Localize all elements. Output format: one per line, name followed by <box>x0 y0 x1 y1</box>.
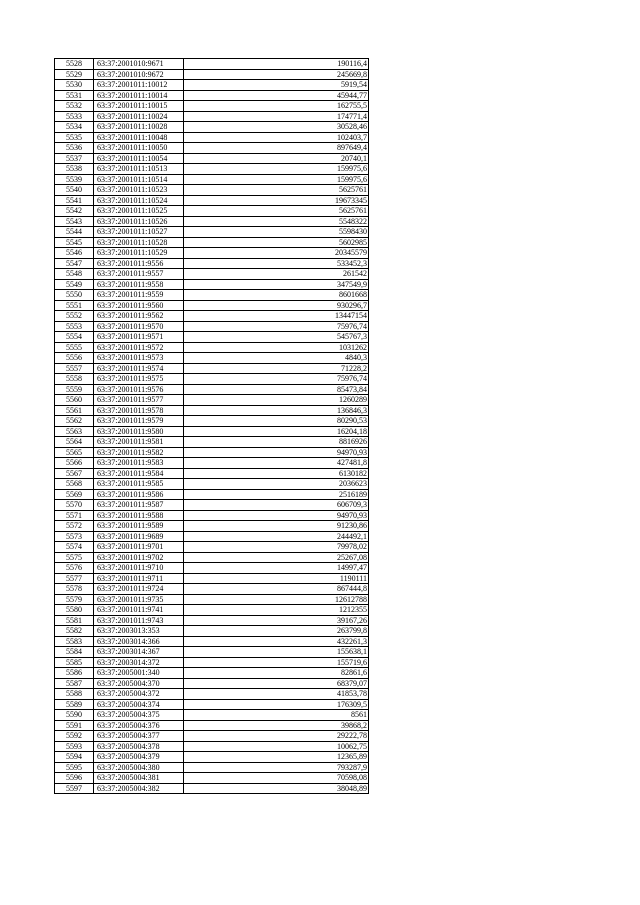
row-number-cell: 5528 <box>55 59 94 70</box>
table-row <box>55 447 369 458</box>
table-row <box>55 437 369 448</box>
cadastral-number-cell: 63:37:2001011:9589 <box>94 521 184 532</box>
table-row <box>55 573 369 584</box>
row-number-cell: 5537 <box>55 153 94 164</box>
row-number-cell: 5588 <box>55 689 94 700</box>
row-number-cell: 5584 <box>55 647 94 658</box>
table-row <box>55 143 369 154</box>
value-cell: 45944,77 <box>184 90 369 101</box>
cadastral-number-cell: 63:37:2005004:377 <box>94 731 184 742</box>
row-number-cell: 5579 <box>55 594 94 605</box>
value-cell: 930296,7 <box>184 300 369 311</box>
row-number-cell: 5592 <box>55 731 94 742</box>
cadastral-number-cell: 63:37:2001011:9574 <box>94 363 184 374</box>
value-cell: 545767,3 <box>184 332 369 343</box>
cadastral-number-cell: 63:37:2005004:381 <box>94 773 184 784</box>
row-number-cell: 5539 <box>55 174 94 185</box>
cadastral-number-cell: 63:37:2003014:367 <box>94 647 184 658</box>
cadastral-number-cell: 63:37:2001011:10015 <box>94 101 184 112</box>
row-number-cell: 5591 <box>55 720 94 731</box>
table-row <box>55 584 369 595</box>
row-number-cell: 5597 <box>55 783 94 794</box>
value-cell: 12612788 <box>184 594 369 605</box>
value-cell: 68379,07 <box>184 678 369 689</box>
cadastral-number-cell: 63:37:2001011:9571 <box>94 332 184 343</box>
value-cell: 136846,3 <box>184 405 369 416</box>
table-row <box>55 311 369 322</box>
table-row <box>55 216 369 227</box>
table-row <box>55 762 369 773</box>
row-number-cell: 5577 <box>55 573 94 584</box>
cadastral-number-cell: 63:37:2001011:9576 <box>94 384 184 395</box>
cadastral-number-cell: 63:37:2003014:366 <box>94 636 184 647</box>
cadastral-number-cell: 63:37:2001011:9735 <box>94 594 184 605</box>
table-row <box>55 164 369 175</box>
value-cell: 41853,78 <box>184 689 369 700</box>
value-cell: 159975,6 <box>184 164 369 175</box>
table-row <box>55 342 369 353</box>
row-number-cell: 5578 <box>55 584 94 595</box>
cadastral-number-cell: 63:37:2001011:10028 <box>94 122 184 133</box>
row-number-cell: 5545 <box>55 237 94 248</box>
table-row <box>55 111 369 122</box>
row-number-cell: 5569 <box>55 489 94 500</box>
table-row <box>55 290 369 301</box>
value-cell: 85473,84 <box>184 384 369 395</box>
value-cell: 867444,8 <box>184 584 369 595</box>
value-cell: 606709,3 <box>184 500 369 511</box>
row-number-cell: 5570 <box>55 500 94 511</box>
row-number-cell: 5549 <box>55 279 94 290</box>
table-row <box>55 59 369 70</box>
cadastral-number-cell: 63:37:2001011:9701 <box>94 542 184 553</box>
cadastral-number-cell: 63:37:2001011:9579 <box>94 416 184 427</box>
table-row <box>55 731 369 742</box>
value-cell: 20345579 <box>184 248 369 259</box>
row-number-cell: 5583 <box>55 636 94 647</box>
value-cell: 5602985 <box>184 237 369 248</box>
row-number-cell: 5576 <box>55 563 94 574</box>
value-cell: 245669,8 <box>184 69 369 80</box>
table-row <box>55 300 369 311</box>
value-cell: 427481,8 <box>184 458 369 469</box>
value-cell: 30528,46 <box>184 122 369 133</box>
table-row <box>55 594 369 605</box>
row-number-cell: 5564 <box>55 437 94 448</box>
value-cell: 1031262 <box>184 342 369 353</box>
cadastral-number-cell: 63:37:2005004:372 <box>94 689 184 700</box>
table-row <box>55 458 369 469</box>
table-row <box>55 668 369 679</box>
cadastral-number-cell: 63:37:2001011:9577 <box>94 395 184 406</box>
value-cell: 94970,93 <box>184 510 369 521</box>
row-number-cell: 5529 <box>55 69 94 80</box>
table-row <box>55 405 369 416</box>
value-cell: 155638,1 <box>184 647 369 658</box>
value-cell: 793287,9 <box>184 762 369 773</box>
cadastral-number-cell: 63:37:2001011:10527 <box>94 227 184 238</box>
value-cell: 347549,9 <box>184 279 369 290</box>
value-cell: 14997,47 <box>184 563 369 574</box>
row-number-cell: 5562 <box>55 416 94 427</box>
cadastral-number-cell: 63:37:2001011:9710 <box>94 563 184 574</box>
value-cell: 4840,3 <box>184 353 369 364</box>
value-cell: 94970,93 <box>184 447 369 458</box>
row-number-cell: 5585 <box>55 657 94 668</box>
cadastral-number-cell: 63:37:2001011:10050 <box>94 143 184 154</box>
cadastral-number-cell: 63:37:2001011:9743 <box>94 615 184 626</box>
cadastral-number-cell: 63:37:2001011:10012 <box>94 80 184 91</box>
cadastral-number-cell: 63:37:2005004:374 <box>94 699 184 710</box>
cadastral-number-cell: 63:37:2001011:9583 <box>94 458 184 469</box>
table-row <box>55 395 369 406</box>
value-cell: 8816926 <box>184 437 369 448</box>
row-number-cell: 5574 <box>55 542 94 553</box>
row-number-cell: 5533 <box>55 111 94 122</box>
value-cell: 2516189 <box>184 489 369 500</box>
cadastral-number-cell: 63:37:2001011:10525 <box>94 206 184 217</box>
row-number-cell: 5568 <box>55 479 94 490</box>
table-row <box>55 174 369 185</box>
table-row <box>55 426 369 437</box>
table-row <box>55 384 369 395</box>
cadastral-number-cell: 63:37:2001011:10528 <box>94 237 184 248</box>
table-row <box>55 531 369 542</box>
value-cell: 263799,8 <box>184 626 369 637</box>
table-row <box>55 626 369 637</box>
row-number-cell: 5553 <box>55 321 94 332</box>
cadastral-number-cell: 63:37:2001011:10523 <box>94 185 184 196</box>
table-row <box>55 657 369 668</box>
table-row <box>55 605 369 616</box>
row-number-cell: 5595 <box>55 762 94 773</box>
table-body <box>55 59 369 794</box>
value-cell: 10062,75 <box>184 741 369 752</box>
table-row <box>55 122 369 133</box>
value-cell: 25267,08 <box>184 552 369 563</box>
row-number-cell: 5542 <box>55 206 94 217</box>
cadastral-number-cell: 63:37:2001011:9573 <box>94 353 184 364</box>
row-number-cell: 5572 <box>55 521 94 532</box>
cadastral-number-cell: 63:37:2001011:9741 <box>94 605 184 616</box>
cadastral-number-cell: 63:37:2001011:9562 <box>94 311 184 322</box>
value-cell: 12365,89 <box>184 752 369 763</box>
table-row <box>55 489 369 500</box>
cadastral-number-cell: 63:37:2001011:9557 <box>94 269 184 280</box>
table-row <box>55 416 369 427</box>
table-row <box>55 563 369 574</box>
row-number-cell: 5567 <box>55 468 94 479</box>
row-number-cell: 5550 <box>55 290 94 301</box>
table-row <box>55 69 369 80</box>
cadastral-number-cell: 63:37:2005004:370 <box>94 678 184 689</box>
table-row <box>55 185 369 196</box>
cadastral-number-cell: 63:37:2001011:10024 <box>94 111 184 122</box>
row-number-cell: 5580 <box>55 605 94 616</box>
value-cell: 79978,02 <box>184 542 369 553</box>
row-number-cell: 5544 <box>55 227 94 238</box>
value-cell: 159975,6 <box>184 174 369 185</box>
table-row <box>55 101 369 112</box>
row-number-cell: 5586 <box>55 668 94 679</box>
table-row <box>55 269 369 280</box>
row-number-cell: 5530 <box>55 80 94 91</box>
row-number-cell: 5547 <box>55 258 94 269</box>
table-row <box>55 80 369 91</box>
row-number-cell: 5589 <box>55 699 94 710</box>
row-number-cell: 5555 <box>55 342 94 353</box>
row-number-cell: 5534 <box>55 122 94 133</box>
value-cell: 80290,53 <box>184 416 369 427</box>
row-number-cell: 5571 <box>55 510 94 521</box>
cadastral-number-cell: 63:37:2005001:340 <box>94 668 184 679</box>
cadastral-number-cell: 63:37:2001011:10514 <box>94 174 184 185</box>
value-cell: 533452,3 <box>184 258 369 269</box>
row-number-cell: 5558 <box>55 374 94 385</box>
value-cell: 8561 <box>184 710 369 721</box>
table-row <box>55 699 369 710</box>
value-cell: 70598,08 <box>184 773 369 784</box>
table-row <box>55 468 369 479</box>
table-row <box>55 521 369 532</box>
row-number-cell: 5551 <box>55 300 94 311</box>
row-number-cell: 5582 <box>55 626 94 637</box>
value-cell: 432261,3 <box>184 636 369 647</box>
cadastral-number-cell: 63:37:2001011:9575 <box>94 374 184 385</box>
table-row <box>55 647 369 658</box>
value-cell: 39868,2 <box>184 720 369 731</box>
cadastral-number-cell: 63:37:2001011:9582 <box>94 447 184 458</box>
table-row <box>55 720 369 731</box>
row-number-cell: 5556 <box>55 353 94 364</box>
cadastral-number-cell: 63:37:2003014:372 <box>94 657 184 668</box>
row-number-cell: 5573 <box>55 531 94 542</box>
value-cell: 75976,74 <box>184 374 369 385</box>
cadastral-number-cell: 63:37:2001011:9588 <box>94 510 184 521</box>
table-row <box>55 363 369 374</box>
value-cell: 102403,7 <box>184 132 369 143</box>
cadastral-number-cell: 63:37:2001011:10524 <box>94 195 184 206</box>
row-number-cell: 5559 <box>55 384 94 395</box>
table-row <box>55 195 369 206</box>
value-cell: 19673345 <box>184 195 369 206</box>
row-number-cell: 5543 <box>55 216 94 227</box>
table-row <box>55 773 369 784</box>
table-row <box>55 206 369 217</box>
row-number-cell: 5554 <box>55 332 94 343</box>
data-table <box>54 58 369 794</box>
cadastral-number-cell: 63:37:2001010:9671 <box>94 59 184 70</box>
row-number-cell: 5594 <box>55 752 94 763</box>
table-row <box>55 479 369 490</box>
value-cell: 261542 <box>184 269 369 280</box>
cadastral-number-cell: 63:37:2001011:9580 <box>94 426 184 437</box>
row-number-cell: 5590 <box>55 710 94 721</box>
table-row <box>55 510 369 521</box>
row-number-cell: 5563 <box>55 426 94 437</box>
value-cell: 71228,2 <box>184 363 369 374</box>
cadastral-number-cell: 63:37:2005004:375 <box>94 710 184 721</box>
cadastral-number-cell: 63:37:2005004:379 <box>94 752 184 763</box>
cadastral-number-cell: 63:37:2001011:9558 <box>94 279 184 290</box>
table-row <box>55 500 369 511</box>
value-cell: 5919,54 <box>184 80 369 91</box>
row-number-cell: 5548 <box>55 269 94 280</box>
value-cell: 1190111 <box>184 573 369 584</box>
table-row <box>55 227 369 238</box>
value-cell: 244492,1 <box>184 531 369 542</box>
table-row <box>55 374 369 385</box>
table-row <box>55 132 369 143</box>
value-cell: 13447154 <box>184 311 369 322</box>
cadastral-number-cell: 63:37:2005004:382 <box>94 783 184 794</box>
value-cell: 38048,89 <box>184 783 369 794</box>
cadastral-number-cell: 63:37:2001011:9724 <box>94 584 184 595</box>
table-row <box>55 90 369 101</box>
cadastral-number-cell: 63:37:2001011:10014 <box>94 90 184 101</box>
cadastral-number-cell: 63:37:2005004:380 <box>94 762 184 773</box>
cadastral-number-cell: 63:37:2001011:9560 <box>94 300 184 311</box>
row-number-cell: 5593 <box>55 741 94 752</box>
cadastral-number-cell: 63:37:2001011:10054 <box>94 153 184 164</box>
table-row <box>55 237 369 248</box>
value-cell: 75976,74 <box>184 321 369 332</box>
value-cell: 91230,86 <box>184 521 369 532</box>
value-cell: 5598430 <box>184 227 369 238</box>
row-number-cell: 5538 <box>55 164 94 175</box>
cadastral-number-cell: 63:37:2001011:9578 <box>94 405 184 416</box>
cadastral-number-cell: 63:37:2001010:9672 <box>94 69 184 80</box>
cadastral-number-cell: 63:37:2001011:9586 <box>94 489 184 500</box>
value-cell: 6130182 <box>184 468 369 479</box>
table-row <box>55 741 369 752</box>
cadastral-number-cell: 63:37:2001011:9572 <box>94 342 184 353</box>
value-cell: 29222,78 <box>184 731 369 742</box>
value-cell: 5548322 <box>184 216 369 227</box>
row-number-cell: 5540 <box>55 185 94 196</box>
value-cell: 2036623 <box>184 479 369 490</box>
cadastral-number-cell: 63:37:2001011:9702 <box>94 552 184 563</box>
cadastral-number-cell: 63:37:2001011:9584 <box>94 468 184 479</box>
value-cell: 5625761 <box>184 185 369 196</box>
value-cell: 190116,4 <box>184 59 369 70</box>
value-cell: 897649,4 <box>184 143 369 154</box>
row-number-cell: 5557 <box>55 363 94 374</box>
table-row <box>55 542 369 553</box>
row-number-cell: 5587 <box>55 678 94 689</box>
value-cell: 162755,5 <box>184 101 369 112</box>
cadastral-number-cell: 63:37:2001011:10526 <box>94 216 184 227</box>
cadastral-number-cell: 63:37:2003013:353 <box>94 626 184 637</box>
table-row <box>55 153 369 164</box>
table-row <box>55 752 369 763</box>
row-number-cell: 5566 <box>55 458 94 469</box>
table-row <box>55 353 369 364</box>
value-cell: 1212355 <box>184 605 369 616</box>
table-row <box>55 783 369 794</box>
table-row <box>55 710 369 721</box>
value-cell: 16204,18 <box>184 426 369 437</box>
table-row <box>55 678 369 689</box>
cadastral-number-cell: 63:37:2001011:9689 <box>94 531 184 542</box>
row-number-cell: 5536 <box>55 143 94 154</box>
cadastral-number-cell: 63:37:2001011:9587 <box>94 500 184 511</box>
row-number-cell: 5532 <box>55 101 94 112</box>
table-row <box>55 321 369 332</box>
table-row <box>55 279 369 290</box>
row-number-cell: 5552 <box>55 311 94 322</box>
cadastral-number-cell: 63:37:2001011:9581 <box>94 437 184 448</box>
table-row <box>55 552 369 563</box>
cadastral-number-cell: 63:37:2001011:9556 <box>94 258 184 269</box>
cadastral-number-cell: 63:37:2001011:9570 <box>94 321 184 332</box>
row-number-cell: 5581 <box>55 615 94 626</box>
table-row <box>55 248 369 259</box>
value-cell: 5625761 <box>184 206 369 217</box>
row-number-cell: 5531 <box>55 90 94 101</box>
row-number-cell: 5541 <box>55 195 94 206</box>
cadastral-number-cell: 63:37:2001011:9711 <box>94 573 184 584</box>
cadastral-number-cell: 63:37:2001011:10529 <box>94 248 184 259</box>
value-cell: 174771,4 <box>184 111 369 122</box>
cadastral-number-cell: 63:37:2001011:9559 <box>94 290 184 301</box>
row-number-cell: 5546 <box>55 248 94 259</box>
value-cell: 176309,5 <box>184 699 369 710</box>
value-cell: 1260289 <box>184 395 369 406</box>
table-row <box>55 636 369 647</box>
cadastral-number-cell: 63:37:2001011:10048 <box>94 132 184 143</box>
value-cell: 39167,26 <box>184 615 369 626</box>
cadastral-number-cell: 63:37:2005004:376 <box>94 720 184 731</box>
table-row <box>55 332 369 343</box>
value-cell: 82861,6 <box>184 668 369 679</box>
cadastral-number-cell: 63:37:2001011:9585 <box>94 479 184 490</box>
table-row <box>55 615 369 626</box>
cadastral-number-cell: 63:37:2001011:10513 <box>94 164 184 175</box>
cadastral-number-cell: 63:37:2005004:378 <box>94 741 184 752</box>
row-number-cell: 5561 <box>55 405 94 416</box>
value-cell: 155719,6 <box>184 657 369 668</box>
value-cell: 20740,1 <box>184 153 369 164</box>
row-number-cell: 5535 <box>55 132 94 143</box>
table-row <box>55 258 369 269</box>
table-row <box>55 689 369 700</box>
row-number-cell: 5596 <box>55 773 94 784</box>
row-number-cell: 5575 <box>55 552 94 563</box>
value-cell: 8601668 <box>184 290 369 301</box>
row-number-cell: 5560 <box>55 395 94 406</box>
row-number-cell: 5565 <box>55 447 94 458</box>
